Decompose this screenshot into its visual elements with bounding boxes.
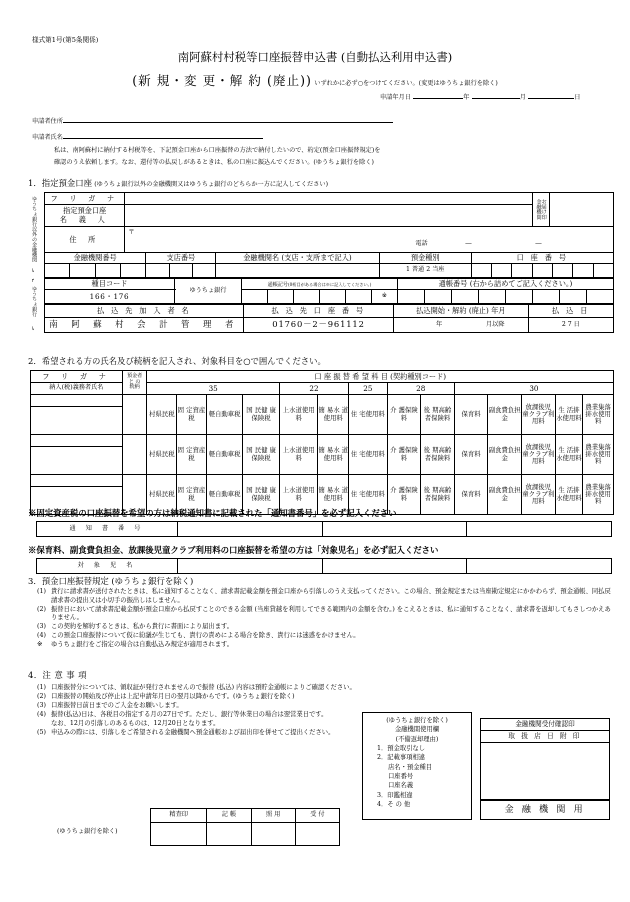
passbook-no-digit[interactable] [560,289,587,303]
bank-name-input[interactable] [216,263,379,277]
check-table [150,808,340,846]
category-cell[interactable]: 国 民健 康保険税 [243,395,280,435]
furigana-row [45,193,614,205]
application-day-input[interactable] [528,98,574,99]
check-header-cell: 受 付 [295,809,339,823]
section4-item-no: (3) [37,702,46,709]
notice-2-text: ※保育料、副食費負担金、放課後児童クラブ利用料の口座振替を希望の方は「対象児名」を必ず記入ください [28,545,439,555]
check-input-cell[interactable] [251,823,295,846]
body-text-line2: 確認のうえ依頼します。なお、還付等の払戻しがあるときは、私の口座に振込んでください。(ゆうちょ銀行を除く) [54,159,374,166]
check-input-cell[interactable] [295,823,339,846]
receipt-confirmation-box [480,718,610,800]
form-number: 様式第1号(第5条関係) [32,36,99,44]
category-cell[interactable]: 農業集落排水使用料 [583,435,614,475]
section4-item [28,684,408,693]
section4-item [28,711,408,720]
receipt-footer: 金 融 機 関 用 [480,800,610,820]
seal-stamp-area[interactable] [549,193,613,227]
notice-number-input[interactable] [178,522,323,537]
bank-use-item[interactable]: 口座名義 [388,782,414,790]
check-input-cell[interactable] [207,823,251,846]
category-cell[interactable]: 軽自動車税 [206,475,243,515]
section3-item-text: この契約を解約するときは、私から貴行に書面により届出ます。 [51,623,234,630]
seal-label-2: 金融機関 [535,199,542,220]
section3-item-no: ※ [37,641,43,648]
payer-name-label: 納入(税)義務者氏名 [31,383,123,395]
month-label: 月 [519,94,526,101]
section4-item-text: 申込みの際には、引落しをご希望される金融機関へ預金通帳および届出印を併せてご提出ください。 [51,729,335,736]
section4-list [28,684,408,738]
section3-item [28,623,616,632]
code-group-35: 35 [147,383,279,395]
applicant-name-label: 申請者氏名 [32,134,63,141]
bank-use-line2: 金融機関使用欄 [394,726,440,734]
account-no-digit[interactable] [553,263,573,277]
account-no-digit[interactable] [512,263,532,277]
receipt-stamp-area[interactable] [481,743,610,800]
account-holder-row [45,205,614,227]
payment-day-label: 払 込 日 [528,305,613,318]
section3-heading: 3．預金口座振替規定 (ゆうちょ銀行を除く) [28,576,194,586]
check-header-cell: 精査印 [151,809,207,823]
category-cell[interactable]: 後 期高齢者保険料 [421,435,455,475]
jp-bank-name: ゆうちょ銀行 [175,279,242,304]
bank-use-line3: (不備返却理由) [395,735,439,743]
receipt-subtitle-row [481,731,610,743]
section3-item-no: (1) [37,588,46,595]
code-group-22: 22 [279,383,348,395]
category-cell[interactable]: 村県民税 [147,395,177,435]
notice-number-row [37,522,612,537]
bank-code-input-row [45,263,614,277]
target-child-row [37,559,612,574]
code-group-25: 25 [349,383,388,395]
account-holder-input[interactable] [125,205,532,227]
notice-number-table [36,521,612,537]
notice-number-input[interactable] [322,522,467,537]
start-stop-label: 払込開始・解約 (廃止) 年月 [393,305,528,318]
payee-account-value: 01760－2－961112 [244,318,394,333]
bank-code-table [44,252,614,278]
day-label: 日 [574,94,581,101]
bank-use-item[interactable]: 3．印鑑相違 [377,791,413,799]
section1-heading-note: (ゆうちょ銀行以外の金融機関又はゆうちょ銀行のどちらか一方に記入してください) [94,181,329,188]
payee-name-value: 南 阿 蘇 村 会 計 管 理 者 [45,318,244,333]
category-cell[interactable]: 軽自動車税 [206,395,243,435]
section4-item-no: (5) [37,729,46,736]
category-cell[interactable]: 生 活排 水使用料 [555,435,583,475]
category-cell[interactable]: 村県民税 [147,475,177,515]
account-no-digit[interactable] [471,263,491,277]
payer-name-input[interactable] [31,447,123,475]
target-child-label: 対 象 児 名 [37,559,178,574]
category-cell[interactable]: 農業集落排水使用料 [583,475,614,515]
side-bracket-3: ↳ [31,326,36,332]
section3-item [28,632,616,641]
furigana-input[interactable] [125,193,532,205]
tel-dash-2: ― [535,240,542,247]
address-label: 住 所 [45,227,125,253]
category-cell[interactable]: 介 護保険料 [387,395,421,435]
category-cell[interactable]: 保育料 [454,475,488,515]
category-cell[interactable]: 固 定資産税 [177,475,207,515]
application-date-label: 申請年月日 [380,94,411,101]
code-group-28: 28 [387,383,454,395]
passbook-no-digit[interactable] [479,289,506,303]
tel-dash-1: ― [465,240,472,247]
account-holder-label [45,205,125,227]
applicant-name-input[interactable] [63,138,263,139]
relation-label [122,371,147,395]
bank-code-digit[interactable] [95,263,120,277]
tel-label: 電話 [415,240,428,247]
transfer-items-table [30,370,614,515]
bank-code-digit[interactable] [45,263,70,277]
side-label-other-bank: ゆうちょ銀行以外の金融機関 [31,196,38,263]
category-cell[interactable]: 農業集落排水使用料 [583,395,614,435]
category-cell[interactable]: 固 定資産税 [177,435,207,475]
postal-mark: 〒 [128,229,135,236]
application-date-row [380,92,610,102]
section3-item-no: (4) [37,632,46,639]
page-title: 南阿蘇村村税等口座振替申込書 (自動払込利用申込書) [177,50,453,64]
passbook-no-digit[interactable] [587,289,614,303]
passbook-symbol-digit[interactable] [346,289,372,303]
bank-use-item[interactable]: 口座番号 [388,772,414,780]
category-cell[interactable]: 生 活排 水使用料 [555,475,583,515]
category-cell[interactable]: 簡 易水 道使用料 [318,475,349,515]
account-holder-label-1: 指定預金口座 [63,206,107,216]
start-stop-input[interactable] [393,318,528,333]
notice-number-label: 通 知 書 番 号 [37,522,178,537]
application-month-input[interactable] [472,98,520,99]
section3-item [28,641,616,650]
section4-item-no [28,720,51,729]
relation-input[interactable] [122,435,147,475]
address-row [45,227,614,253]
section4-item [28,702,408,711]
section1-heading: 1．指定預金口座 [28,178,92,188]
category-cell[interactable]: 介 護保険料 [387,435,421,475]
bank-name-label: 金融機関名 (支店・支所まで記入) [216,253,379,264]
section4-item-no: (1) [37,684,46,691]
applicant-address-input[interactable] [63,122,393,123]
application-year-input[interactable] [413,98,463,99]
category-cell[interactable]: 副食費負担金 [488,395,522,435]
section4-item-text: 口座振替分については、領収証が発行されませんので振替 (払込) 内容は預貯金通帳によりご確認ください。 [51,684,356,691]
payee-account-label: 払 込 先 口 座 番 号 [244,305,394,318]
category-cell[interactable]: 介 護保険料 [387,475,421,515]
category-cell[interactable]: 住 宅使用料 [349,435,388,475]
target-child-table [36,558,612,574]
deposit-type-label: 預金種別 [379,253,471,264]
table-row [31,435,614,447]
category-cell[interactable]: 簡 易水 道使用料 [318,435,349,475]
check-table-header-row [151,809,340,823]
check-header-cell: 記 帳 [207,809,251,823]
receipt-title-row [481,719,610,731]
bank-use-box [362,712,472,820]
subtitle-note: いずれかに必ず○をつけてください。(変更はゆうちょ銀行を除く) [314,80,498,87]
payment-day-value: 2 7 日 [528,318,613,333]
account-no-digit[interactable] [573,263,593,277]
receipt-subtitle: 取 扱 店 日 附 印 [481,731,610,743]
subtitle-main: (新 規・変 更・解 約 (廃止)) [132,73,312,88]
account-no-digit[interactable] [593,263,613,277]
section4-item [28,729,408,738]
notice-number-input[interactable] [467,522,612,537]
item-code-label: 種目コード [45,279,175,290]
section4-item [28,693,408,702]
section3-item [28,588,616,605]
bank-code-header-row [45,253,614,264]
category-cell[interactable]: 放課後児 童クラブ利用料 [521,435,555,475]
subtitle-row [0,72,630,89]
side-bracket-2: ↱ [31,278,36,284]
start-month-label: 月以降 [485,321,505,328]
section4-item-no: (4) [37,711,46,718]
furigana-label: フ リ ガ ナ [45,193,125,205]
section2-furigana-label: フ リ ガ ナ [31,371,123,383]
payer-furigana-input[interactable] [31,395,123,407]
section3-item-text: ゆうちょ銀行をご指定の場合は自動払込み規定が適用されます。 [51,641,234,648]
relation-label-3: 続柄 [129,384,140,391]
receipt-stamp-row [481,743,610,800]
payer-furigana-input[interactable] [31,475,123,487]
section2-header-row-2 [31,383,614,395]
section4-heading: 4．注 意 事 項 [28,670,87,680]
relation-input[interactable] [122,395,147,435]
category-cell[interactable]: 住 宅使用料 [349,475,388,515]
payer-furigana-input[interactable] [31,435,123,447]
table-row [31,395,614,407]
section4-item-text: 口座振替の開始及び停止は上記申請年月日の翌月以降からです。(ゆうちょ銀行を除く) [51,693,295,700]
section4-item-no: (2) [37,693,46,700]
account-holder-label-2: 名 義 人 [59,214,110,224]
body-text-line1: 私は、南阿蘇村に納付する村税等を、下記預金口座から口座振替の方法で納付したいので、約定(預金口座振替規定)を [54,147,381,154]
item-code-value: 166・176 [45,289,175,303]
category-cell[interactable]: 上水道使用料 [279,435,318,475]
deposit-type-value[interactable]: 1 普通 2 当座 [379,263,471,277]
passbook-symbol-digit[interactable] [242,289,268,303]
payee-header-row [45,305,614,318]
category-cell[interactable]: 上水道使用料 [279,475,318,515]
designated-account-table [44,192,614,253]
category-cell[interactable]: 住 宅使用料 [349,395,388,435]
category-cell[interactable]: 上水道使用料 [279,395,318,435]
section4-item-text: 口座振替日前日までのご入金をお願いします。 [51,702,183,709]
section3-item-text: 貴行に請求書が送付されたときは、私に通知することなく、請求書記載金額を預金口座から引落しのうえ支払ってください。この場合、預金規定または当座勘定規定にかかわらず、預金通帳、同払戻請求書の提出又は小切手の振出しはしません。 [51,588,611,604]
table-row [31,475,614,487]
section4-item [28,720,408,729]
category-cell[interactable]: 村県民税 [147,435,177,475]
target-child-input[interactable] [178,559,323,574]
passbook-symbol-digit[interactable] [294,289,320,303]
section1-heading-row [28,178,328,189]
category-cell[interactable]: 簡 易水 道使用料 [318,395,349,435]
passbook-no-digit[interactable] [452,289,479,303]
jp-bank-header-row [45,279,614,290]
section3-item-no: (3) [37,623,46,630]
section3-list [28,588,616,650]
category-cell[interactable]: 保育料 [454,395,488,435]
section3-item-no: (2) [37,605,46,613]
target-child-input[interactable] [467,559,612,574]
category-cell[interactable]: 生 活排 水使用料 [555,395,583,435]
bank-use-item[interactable]: 店名・預金種目 [388,763,433,771]
category-cell[interactable]: 固 定資産税 [177,395,207,435]
start-year-label: 年 [435,321,443,328]
jp-bank-input-row [45,289,614,303]
applicant-address-label: 申請者住所 [32,118,63,125]
applicant-name-row [32,132,263,142]
target-child-input[interactable] [322,559,467,574]
check-input-cell[interactable] [151,823,207,846]
category-cell[interactable]: 保育料 [454,435,488,475]
passbook-symbol-digit[interactable] [268,289,294,303]
section2-columns-header: 口 座 振 替 希 望 科 目 (契約種別コード) [147,371,614,383]
year-label: 年 [463,94,470,101]
passbook-no-label: 通帳番号 (右から詰めてご記入ください。) [398,279,614,290]
section2-heading: 2．希望される方の氏名及び続柄を記入され、対象科目を○で囲んでください。 [28,356,326,366]
payee-table [44,304,614,333]
side-bracket-1: ↳ [31,268,36,274]
bank-use-line1: (ゆうちょ銀行を除く) [386,717,448,724]
passbook-symbol-kome[interactable]: ※ [372,289,398,303]
category-cell[interactable]: 副食費負担金 [488,475,522,515]
seal-label-cell [532,193,549,227]
section3-item-text: 振替日において請求書記載金額が預金口座から払戻すことのできる金額 (当座貸越を利用してできる範囲内の金額を含む。) をこえるときは、私に通知することなく、請求書を返却してもさしつかえありません。 [51,605,611,621]
section3-item [28,606,616,623]
bank-use-item[interactable]: 1．預金取引なし [377,744,426,752]
bank-code-digit[interactable] [121,263,146,277]
bank-code-digit[interactable] [70,263,95,277]
branch-code-label: 支店番号 [146,253,216,264]
bank-code-label: 金融機関番号 [45,253,146,264]
account-no-digit[interactable] [492,263,512,277]
branch-code-digit[interactable] [146,263,169,277]
category-cell[interactable]: 副食費負担金 [488,435,522,475]
relation-label-2: と の [128,378,141,385]
category-cell[interactable]: 放課後児 童クラブ利用料 [521,475,555,515]
section3-item-text: この預金口座振替について仮に紛議が生じても、貴行の責めによる場合を除き、貴行には迷惑をかけません。 [51,632,360,639]
branch-code-digit[interactable] [193,263,216,277]
payee-value-row [45,318,614,333]
code-group-30: 30 [454,383,613,395]
passbook-no-digit[interactable] [398,289,425,303]
check-header-cell: 照 用 [251,809,295,823]
applicant-address-row [32,116,393,126]
passbook-no-digit[interactable] [533,289,560,303]
passbook-symbol-digit[interactable] [320,289,346,303]
address-input-cell[interactable] [125,227,614,253]
check-table-input-row [151,823,340,846]
category-cell[interactable]: 後 期高齢者保険料 [421,475,455,515]
category-cell[interactable]: 国 民健 康保険税 [243,475,280,515]
seal-label-1: お届け印 [540,199,547,220]
jp-bank-table [44,278,614,304]
passbook-no-digit[interactable] [425,289,452,303]
passbook-symbol-note: (0桁目がある場合は※に記入してください。) [287,282,372,287]
bank-use-item[interactable]: 4．そ の 他 [377,800,411,808]
section2-header-row-1 [31,371,614,383]
branch-code-digit[interactable] [169,263,192,277]
category-cell[interactable]: 国 民健 康保険税 [243,435,280,475]
account-no-digit[interactable] [532,263,552,277]
check-table-side-label: (ゆうちょ銀行を除く) [57,828,118,835]
category-cell[interactable]: 軽自動車税 [206,435,243,475]
bank-use-item[interactable]: 2．記載事項相違 [377,754,426,762]
category-cell[interactable]: 放課後児 童クラブ利用料 [521,395,555,435]
passbook-symbol-label: 通帳記号 [267,282,288,288]
side-label-jp-bank: ゆうちょ銀行 [31,286,38,317]
passbook-no-digit[interactable] [506,289,533,303]
account-no-label: 口 座 番 号 [471,253,613,264]
receipt-title: 金融機関受付確認印 [481,719,610,731]
relation-label-1: 預金者 [126,373,143,380]
passbook-symbol-label-cell [242,279,398,290]
section4-item-text: なお、12月の引落しのあるものは、12月20日となります。 [51,720,220,727]
notice-1-text: ※固定資産税の口座振替を希望の方は納税通知書に記載された「通知書番号」を必ず記入ください [28,508,397,518]
section4-item-text: 振替(払込)日は、各税目の指定する月の27日です。ただし、銀行等休業日の場合は翌営業日です。 [51,711,328,718]
category-cell[interactable]: 後 期高齢者保険料 [421,395,455,435]
payee-name-label: 払 込 先 加 入 者 名 [45,305,244,318]
payer-name-input[interactable] [31,407,123,435]
